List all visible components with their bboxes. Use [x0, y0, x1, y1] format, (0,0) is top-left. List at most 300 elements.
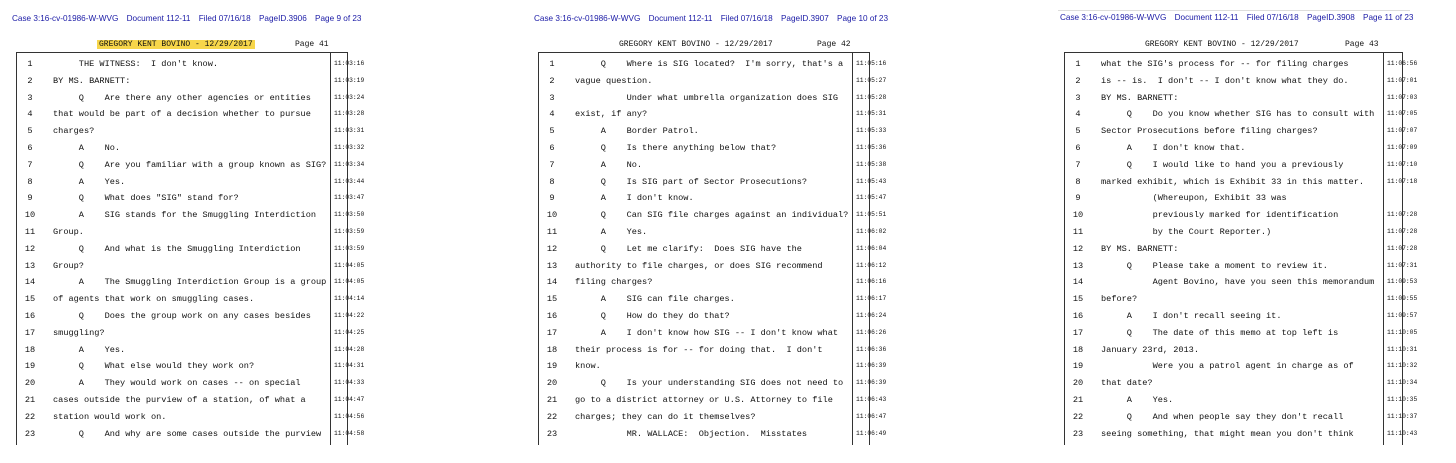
line-number: 10: [24, 210, 36, 221]
line-number: 22: [24, 411, 36, 422]
timestamp: 11:03:47: [334, 194, 365, 202]
line-text: Q What else would they work on?: [53, 361, 255, 372]
line-number: 23: [1072, 428, 1084, 439]
line-number: 8: [27, 176, 33, 187]
transcript-line: [1065, 140, 1418, 157]
transcript-line: [17, 224, 365, 241]
line-text: Q What does "SIG" stand for?: [53, 193, 239, 204]
filed-date: Filed 07/16/18: [198, 14, 251, 23]
line-text: January 23rd, 2013.: [1101, 344, 1199, 355]
transcript-line: [539, 325, 887, 342]
line-text: BY MS. BARNETT:: [1101, 243, 1179, 254]
line-text: Group.: [53, 227, 84, 237]
line-number: 9: [1075, 193, 1081, 204]
timestamp: 11:06:16: [856, 278, 887, 286]
document-number: Document 112-11: [126, 14, 191, 23]
transcript-line: [17, 73, 365, 90]
transcript-line: [539, 140, 887, 157]
timestamp: 11:06:39: [856, 379, 887, 387]
timestamp: 11:07:31: [1387, 261, 1418, 269]
line-text: cases outside the purview of a station, of what a: [53, 395, 306, 405]
line-number: 15: [24, 294, 36, 305]
line-number: 18: [24, 344, 36, 355]
timestamp: 11:04:05: [334, 261, 365, 269]
timestamp: 11:03:59: [334, 228, 365, 235]
transcript-box: [538, 52, 887, 445]
timestamp: 11:05:16: [856, 60, 887, 67]
transcript-line: [539, 426, 887, 443]
transcript-page-label: Page 43: [1345, 40, 1379, 49]
timestamp: 11:05:43: [856, 177, 887, 185]
transcript-line: [1065, 123, 1418, 140]
timestamp: 11:05:38: [856, 160, 887, 168]
transcript-line: [539, 157, 887, 174]
line-text: A SIG stands for the Smuggling Interdiction: [53, 210, 317, 221]
timestamp: 11:10:43: [1387, 429, 1418, 437]
line-text: Q Are there any other agencies or entities: [53, 92, 311, 103]
line-number: 5: [27, 126, 33, 137]
transcript-line: [1065, 207, 1418, 224]
timestamp: 11:03:28: [334, 110, 365, 118]
line-number: 2: [27, 75, 33, 86]
transcript-line: [17, 123, 365, 140]
transcript-line: [539, 123, 887, 140]
line-text: A The Smuggling Interdiction Group is a group: [53, 277, 327, 288]
line-number: 23: [24, 428, 36, 439]
line-text: that would be part of a decision whether to pursue: [53, 109, 311, 120]
transcript-line: [17, 409, 365, 426]
line-text: Q Is SIG part of Sector Prosecutions?: [575, 176, 808, 187]
line-number: 3: [1075, 92, 1081, 103]
timestamp: 11:06:17: [856, 295, 887, 303]
line-text: Q I would like to hand you a previously: [1101, 159, 1344, 170]
transcript-line: [17, 325, 365, 342]
timestamp: 11:05:36: [856, 144, 887, 151]
transcript-line: [539, 274, 887, 291]
transcript-line: [1065, 392, 1418, 409]
timestamp: 11:05:33: [856, 127, 887, 135]
transcript-line: [539, 342, 887, 359]
line-text: Q Let me clarify: Does SIG have the: [575, 243, 802, 254]
transcript-line: [17, 426, 365, 443]
line-text: THE WITNESS: I don't know.: [53, 59, 219, 69]
transcript-box: [16, 52, 365, 445]
timestamp: 11:04:25: [334, 328, 365, 336]
line-text: exist, if any?: [575, 109, 648, 120]
transcript-line: [17, 342, 365, 359]
timestamp: 11:06:26: [856, 328, 887, 336]
timestamp: 11:10:37: [1387, 412, 1418, 420]
timestamp: 11:03:16: [334, 60, 365, 67]
timestamp: 11:07:28: [1387, 244, 1418, 252]
line-text: A They would work on cases -- on special: [53, 378, 301, 389]
line-text: Group?: [53, 260, 84, 271]
line-text: Were you a patrol agent in charge as of: [1101, 361, 1354, 372]
line-number: 6: [27, 143, 33, 153]
transcript-line: [17, 358, 365, 375]
transcript-line: [17, 90, 365, 107]
line-number: 23: [546, 428, 558, 439]
timestamp: 11:07:18: [1387, 177, 1418, 185]
timestamp: 11:06:36: [856, 345, 887, 353]
line-text: Sector Prosecutions before filing charges?: [1101, 126, 1318, 137]
line-number: 15: [1072, 294, 1084, 305]
line-number: 2: [549, 75, 555, 86]
timestamp: 11:04:58: [334, 429, 365, 437]
timestamp: 11:06:43: [856, 396, 887, 403]
line-text: station would work on.: [53, 411, 167, 422]
transcript-line: [1065, 375, 1418, 392]
line-text: marked exhibit, which is Exhibit 33 in this matter.: [1101, 176, 1365, 187]
line-text: before?: [1101, 294, 1138, 305]
page-count: Page 10 of 23: [837, 14, 889, 23]
page-id: PageID.3907: [780, 14, 829, 23]
line-number: 14: [1072, 277, 1084, 288]
transcript-line: [17, 392, 365, 409]
line-text: A No.: [53, 143, 121, 153]
filed-date: Filed 07/16/18: [1246, 13, 1299, 22]
timestamp: 11:07:05: [1387, 110, 1418, 118]
line-text: charges; they can do it themselves?: [575, 411, 756, 422]
transcript-line: [1065, 90, 1418, 107]
line-number: 2: [1075, 75, 1081, 86]
line-number: 4: [27, 109, 33, 120]
line-number: 6: [1075, 143, 1081, 153]
transcript-line: [539, 73, 887, 90]
transcript-line: [17, 157, 365, 174]
transcript-line: [1065, 106, 1418, 123]
line-text: Q And why are some cases outside the purview: [53, 428, 322, 439]
line-text: of agents that work on smuggling cases.: [53, 294, 255, 305]
transcript-line: [539, 258, 887, 275]
line-number: 11: [24, 227, 36, 237]
line-number: 14: [24, 277, 36, 288]
line-number: 12: [1072, 243, 1084, 254]
transcript-line: [1065, 342, 1418, 359]
timestamp: 11:07:07: [1387, 127, 1418, 135]
line-text: Q And when people say they don't recall: [1101, 411, 1344, 422]
timestamp: 11:07:09: [1387, 144, 1418, 151]
line-text: Q Where is SIG located? I'm sorry, that's a: [575, 59, 844, 69]
line-text: Agent Bovino, have you seen this memorandum: [1101, 277, 1375, 288]
timestamp: 11:10:34: [1387, 379, 1418, 387]
line-text: A Yes.: [1101, 395, 1174, 405]
timestamp: 11:03:31: [334, 127, 365, 135]
line-number: 18: [546, 344, 558, 355]
transcript-page-41: [10, 0, 365, 463]
line-number: 11: [1072, 227, 1084, 237]
line-text: Q Does the group work on any cases besides: [53, 311, 311, 321]
line-number: 10: [1072, 210, 1084, 221]
line-number: 7: [1075, 159, 1081, 170]
court-header: [1060, 13, 1419, 22]
timestamp: 11:09:53: [1387, 278, 1418, 286]
transcript-line: [1065, 73, 1418, 90]
line-text: by the Court Reporter.): [1101, 227, 1272, 237]
line-text: Q And what is the Smuggling Interdiction: [53, 243, 301, 254]
timestamp: 11:07:03: [1387, 93, 1418, 101]
filed-date: Filed 07/16/18: [720, 14, 773, 23]
line-text: charges?: [53, 126, 95, 137]
line-text: Q Please take a moment to review it.: [1101, 260, 1328, 271]
timestamp: 11:07:28: [1387, 228, 1418, 235]
line-number: 20: [546, 378, 558, 389]
timestamp: 11:06:24: [856, 312, 887, 319]
line-text: Under what umbrella organization does SIG: [575, 92, 839, 103]
court-header: [12, 14, 367, 23]
transcript-page-42: [532, 0, 889, 463]
line-number: 10: [546, 210, 558, 221]
line-text: Q Do you know whether SIG has to consult with: [1101, 109, 1375, 120]
transcript-line: [1065, 308, 1418, 325]
line-number: 15: [546, 294, 558, 305]
witness-name-date: GREGORY KENT BOVINO - 12/29/2017: [99, 40, 253, 49]
transcript-box: [1064, 52, 1418, 445]
line-number: 22: [1072, 411, 1084, 422]
transcript-page-43: [1058, 0, 1418, 463]
timestamp: 11:04:14: [334, 295, 365, 303]
line-text: Q Can SIG file charges against an individual?: [575, 210, 849, 221]
line-number: 17: [546, 327, 558, 338]
transcript-line: [539, 241, 887, 258]
line-number: 19: [24, 361, 36, 372]
timestamp: 11:03:50: [334, 211, 365, 219]
timestamp: 11:04:28: [334, 345, 365, 353]
line-text: A Border Patrol.: [575, 126, 699, 137]
transcript-line: [1065, 358, 1418, 375]
line-text: A Yes.: [53, 344, 126, 355]
line-number: 20: [1072, 378, 1084, 389]
transcript-line: [1065, 291, 1418, 308]
line-number: 16: [546, 311, 558, 321]
line-text: BY MS. BARNETT:: [53, 75, 131, 86]
line-number: 4: [549, 109, 555, 120]
timestamp: 11:06:02: [856, 228, 887, 235]
line-number: 21: [24, 395, 36, 405]
line-text: Q Is there anything below that?: [575, 143, 777, 153]
transcript-line: [539, 291, 887, 308]
timestamp: 11:05:51: [856, 211, 887, 219]
page-count: Page 11 of 23: [1363, 13, 1414, 22]
transcript-line: [17, 291, 365, 308]
line-number: 1: [27, 59, 33, 69]
page-id: PageID.3906: [258, 14, 307, 23]
line-number: 21: [1072, 395, 1084, 405]
witness-name-date: GREGORY KENT BOVINO - 12/29/2017: [619, 40, 773, 49]
line-text: MR. WALLACE: Objection. Misstates: [575, 428, 808, 439]
line-text: (Whereupon, Exhibit 33 was: [1101, 193, 1287, 204]
line-number: 1: [1075, 59, 1081, 69]
line-text: vague question.: [575, 75, 653, 86]
timestamp: 11:07:01: [1387, 76, 1418, 84]
transcript-line: [17, 56, 365, 73]
line-text: their process is for -- for doing that. I don't: [575, 344, 823, 355]
timestamp: 11:09:55: [1387, 295, 1418, 303]
transcript-line: [539, 375, 887, 392]
line-text: is -- is. I don't -- I don't know what they do.: [1101, 75, 1349, 86]
line-number: 9: [549, 193, 555, 204]
timestamp: 11:04:33: [334, 379, 365, 387]
transcript-line: [539, 56, 887, 73]
line-number: 3: [549, 92, 555, 103]
transcript-line: [539, 106, 887, 123]
timestamp: 11:04:31: [334, 362, 365, 370]
line-text: authority to file charges, or does SIG recommend: [575, 260, 823, 271]
timestamp: 11:04:05: [334, 278, 365, 286]
transcript-line: [539, 392, 887, 409]
line-number: 17: [1072, 327, 1084, 338]
line-number: 13: [1072, 260, 1084, 271]
page-id: PageID.3908: [1306, 13, 1355, 22]
timestamp: 11:05:28: [856, 93, 887, 101]
transcript-line: [17, 140, 365, 157]
transcript-line: [1065, 224, 1418, 241]
line-number: 5: [1075, 126, 1081, 137]
line-text: A I don't recall seeing it.: [1101, 311, 1282, 321]
court-header: [534, 14, 894, 23]
line-text: Q The date of this memo at top left is: [1101, 327, 1339, 338]
line-text: A Yes.: [575, 227, 648, 237]
timestamp: 11:03:24: [334, 93, 365, 101]
header-rule: [1058, 10, 1410, 11]
transcript-line: [17, 190, 365, 207]
page-count: Page 9 of 23: [315, 14, 362, 23]
line-text: A No.: [575, 159, 643, 170]
line-number: 9: [27, 193, 33, 204]
timestamp: 11:10:35: [1387, 396, 1418, 403]
line-text: seeing something, that might mean you don't think: [1101, 428, 1354, 439]
line-number: 5: [549, 126, 555, 137]
transcript-caption: [532, 40, 877, 52]
timestamp: 11:03:44: [334, 177, 365, 185]
line-text: A I don't know that.: [1101, 143, 1246, 153]
timestamp: 11:03:34: [334, 160, 365, 168]
line-number: 7: [549, 159, 555, 170]
timestamp: 11:05:27: [856, 76, 887, 84]
timestamp: 11:09:57: [1387, 312, 1418, 319]
line-text: smuggling?: [53, 327, 105, 338]
transcript-line: [1065, 409, 1418, 426]
line-text: Q How do they do that?: [575, 311, 730, 321]
line-number: 12: [24, 243, 36, 254]
line-text: filing charges?: [575, 277, 653, 288]
timestamp: 11:10:05: [1387, 328, 1418, 336]
transcript-line: [1065, 157, 1418, 174]
transcript-line: [1065, 56, 1418, 73]
line-number: 12: [546, 243, 558, 254]
timestamp: 11:07:10: [1387, 160, 1418, 168]
transcript-line: [17, 106, 365, 123]
line-text: A I don't know.: [575, 193, 694, 204]
line-number: 11: [546, 227, 558, 237]
line-number: 17: [24, 327, 36, 338]
line-number: 22: [546, 411, 558, 422]
line-number: 19: [1072, 361, 1084, 372]
transcript-line: [17, 258, 365, 275]
line-number: 16: [24, 311, 36, 321]
line-number: 19: [546, 361, 558, 372]
transcript-line: [539, 207, 887, 224]
line-number: 3: [27, 92, 33, 103]
line-text: Q Are you familiar with a group known as SIG?: [53, 159, 327, 170]
timestamp: 11:07:28: [1387, 211, 1418, 219]
timestamp: 11:06:47: [856, 412, 887, 420]
transcript-line: [1065, 241, 1418, 258]
timestamp: 11:03:59: [334, 244, 365, 252]
line-number: 16: [1072, 311, 1084, 321]
line-text: BY MS. BARNETT:: [1101, 92, 1179, 103]
line-number: 21: [546, 395, 558, 405]
transcript-line: [1065, 325, 1418, 342]
line-number: 4: [1075, 109, 1081, 120]
transcript-line: [17, 207, 365, 224]
case-number: Case 3:16-cv-01986-W-WVG: [1060, 13, 1167, 22]
timestamp: 11:06:12: [856, 261, 887, 269]
line-number: 8: [549, 176, 555, 187]
transcript-page-label: Page 42: [817, 40, 851, 49]
transcript-line: [539, 90, 887, 107]
timestamp: 11:10:31: [1387, 345, 1418, 353]
timestamp: 11:03:19: [334, 76, 365, 84]
transcript-caption: [1058, 40, 1410, 52]
transcript-line: [17, 375, 365, 392]
timestamp: 11:06:39: [856, 362, 887, 370]
transcript-line: [539, 224, 887, 241]
timestamp: 11:04:56: [334, 412, 365, 420]
timestamp: 11:04:22: [334, 312, 365, 319]
timestamp: 11:04:47: [334, 396, 365, 403]
transcript-line: [17, 274, 365, 291]
line-number: 13: [546, 260, 558, 271]
line-text: A Yes.: [53, 176, 126, 187]
transcript-line: [1065, 426, 1418, 443]
line-text: A I don't know how SIG -- I don't know what: [575, 327, 839, 338]
document-number: Document 112-11: [1174, 13, 1239, 22]
line-text: previously marked for identification: [1101, 210, 1339, 221]
witness-name-date: GREGORY KENT BOVINO - 12/29/2017: [1145, 40, 1299, 49]
line-text: A SIG can file charges.: [575, 294, 735, 305]
line-number: 20: [24, 378, 36, 389]
line-number: 13: [24, 260, 36, 271]
case-number: Case 3:16-cv-01986-W-WVG: [12, 14, 119, 23]
transcript-line: [17, 241, 365, 258]
transcript-line: [17, 174, 365, 191]
transcript-line: [1065, 174, 1418, 191]
line-number: 8: [1075, 176, 1081, 187]
timestamp: 11:10:32: [1387, 362, 1418, 370]
timestamp: 11:06:49: [856, 429, 887, 437]
line-number: 6: [549, 143, 555, 153]
line-text: go to a district attorney or U.S. Attorney to file: [575, 395, 833, 405]
timestamp: 11:05:31: [856, 110, 887, 118]
transcript-line: [539, 174, 887, 191]
line-text: Q Is your understanding SIG does not need to: [575, 378, 844, 389]
transcript-caption: [10, 40, 355, 52]
timestamp: 11:03:32: [334, 144, 365, 151]
transcript-line: [1065, 190, 1402, 207]
transcript-page-label: Page 41: [295, 40, 329, 49]
line-number: 7: [27, 159, 33, 170]
transcript-line: [539, 358, 887, 375]
line-number: 1: [549, 59, 555, 69]
timestamp: 11:06:56: [1387, 60, 1418, 67]
case-number: Case 3:16-cv-01986-W-WVG: [534, 14, 641, 23]
transcript-line: [17, 308, 365, 325]
transcript-line: [539, 409, 887, 426]
line-number: 18: [1072, 344, 1084, 355]
line-number: 14: [546, 277, 558, 288]
timestamp: 11:06:04: [856, 244, 887, 252]
